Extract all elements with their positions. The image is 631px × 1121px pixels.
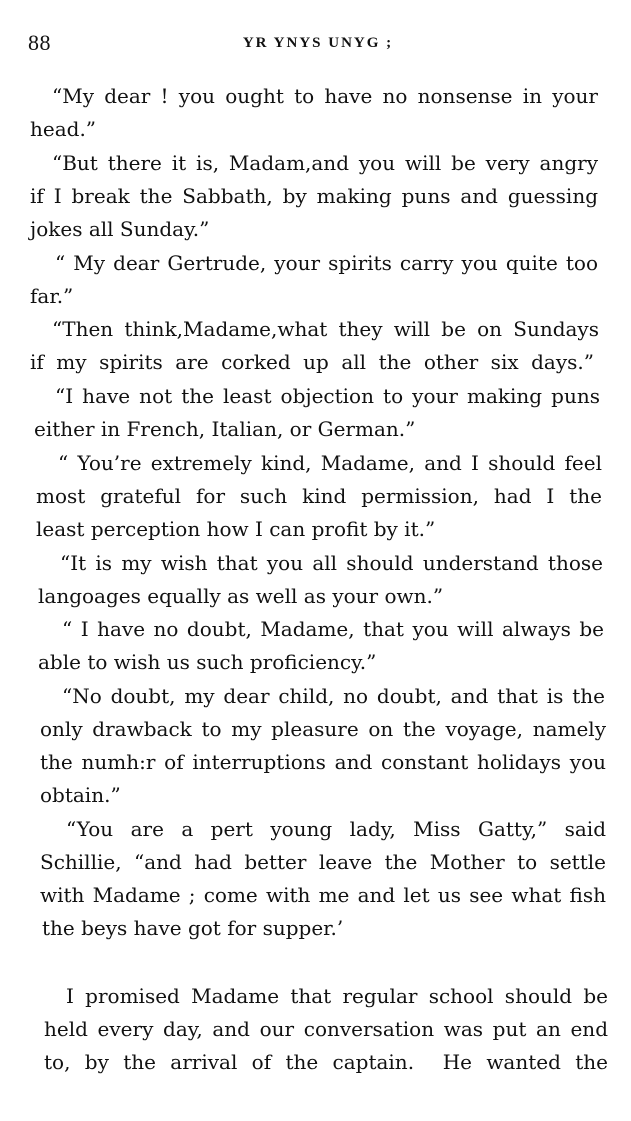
text-line: “ I have no doubt, Madame, that you will always be xyxy=(62,617,604,641)
text-line: “ My dear Gertrude, your spirits carry you quite too xyxy=(55,251,598,275)
text-line: the beys have got for supper.’ xyxy=(42,916,344,940)
text-line: Schillie, “and had better leave the Mother to settle xyxy=(40,850,606,874)
text-line: if I break the Sabbath, by making puns and guessing xyxy=(30,184,598,208)
text-line: head.” xyxy=(30,117,97,141)
text-line: jokes all Sunday.” xyxy=(30,217,210,241)
text-line: to, by the arrival of the captain. He wanted the xyxy=(44,1050,608,1074)
page-number: 88 xyxy=(28,30,51,55)
text-line: only drawback to my pleasure on the voyage, namely xyxy=(40,717,606,741)
text-line: far.” xyxy=(30,284,74,308)
text-line: “You are a pert young lady, Miss Gatty,” said xyxy=(66,817,606,841)
text-line: “My dear ! you ought to have no nonsense in your xyxy=(52,84,598,108)
text-line: “No doubt, my dear child, no doubt, and that is the xyxy=(62,684,605,708)
text-line: if my spirits are corked up all the other six days.” xyxy=(30,350,594,374)
text-line: obtain.” xyxy=(40,783,121,807)
text-line: langoages equally as well as your own.” xyxy=(38,584,444,608)
text-line: the numh:r of interruptions and constant holidays you xyxy=(40,750,606,774)
running-title: YR YNYS UNYG ; xyxy=(242,35,394,51)
text-line: with Madame ; come with me and let us see what fish xyxy=(40,883,606,907)
text-line: most grateful for such kind permission, had I the xyxy=(36,484,602,508)
text-line: “It is my wish that you all should understand those xyxy=(60,551,603,575)
text-line: either in French, Italian, or German.” xyxy=(34,417,416,441)
text-line: I promised Madame that regular school should be xyxy=(66,984,608,1008)
text-line: “I have not the least objection to your making puns xyxy=(55,384,600,408)
text-line: “Then think,Madame,what they will be on Sundays xyxy=(52,317,599,341)
text-line: least perception how I can profit by it.” xyxy=(36,517,436,541)
text-line: “ You’re extremely kind, Madame, and I should feel xyxy=(58,451,602,475)
text-line: held every day, and our conversation was put an end xyxy=(44,1017,608,1041)
text-line: “But there it is, Madam,and you will be very angry xyxy=(52,151,598,175)
page-header xyxy=(28,30,608,62)
text-line: able to wish us such proficiency.” xyxy=(38,650,377,674)
